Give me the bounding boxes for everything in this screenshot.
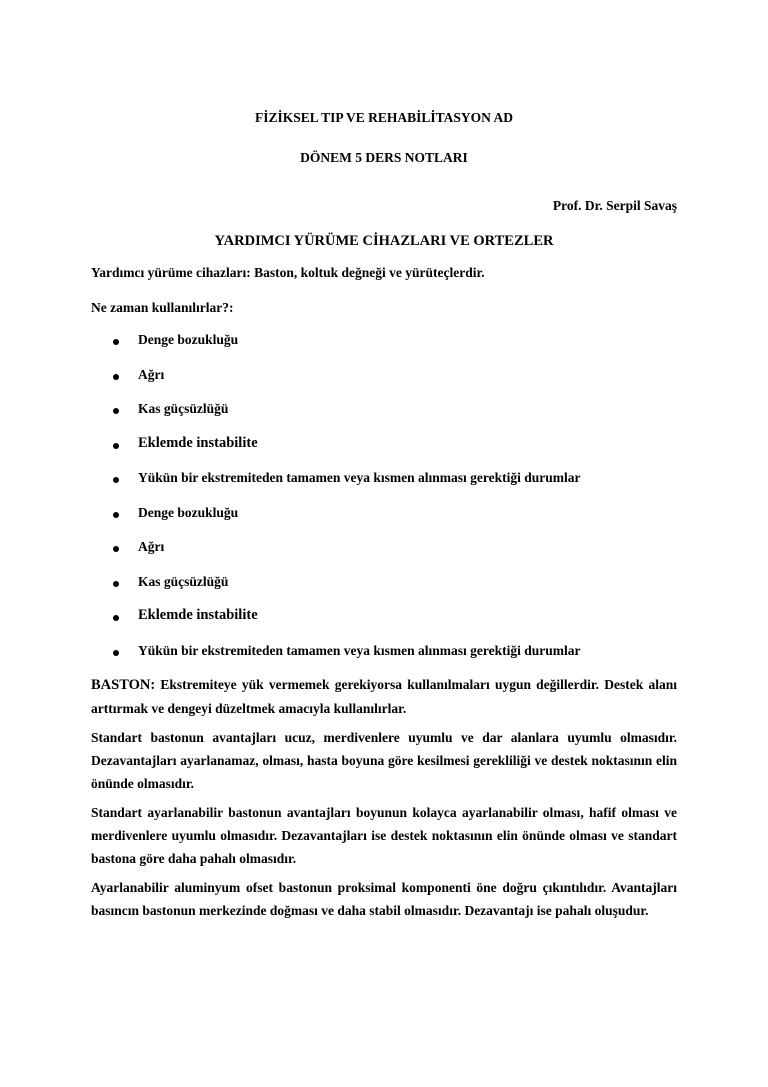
bullet-dot <box>113 546 119 552</box>
author-name: Prof. Dr. Serpil Savaş <box>552 198 677 213</box>
bullet-dot <box>113 477 119 483</box>
paragraph-adjustable-cane: Standart ayarlanabilir bastonun avantajları boyunun kolayca ayarlanabilir olması, hafif olması ve merdivenlere uyumlu olmasıdır. Dezavantajları ise destek noktasının elin önünde olması ve standart bastona göre daha pahalı olmasıdır. <box>91 805 677 866</box>
list-item: Ağrı <box>138 367 165 382</box>
bullet-dot <box>113 408 119 414</box>
paragraph-standard-cane: Standart bastonun avantajları ucuz, merdivenlere uyumlu ve dar alanlara uyumlu olmasıdır. Dezavantajları ayarlanamaz, olması, hasta boyuna göre kesilmesi gerekliliği ve destek noktasının elin önünde olmasıdır. <box>91 730 677 791</box>
list-item: Kas güçsüzlüğü <box>138 574 229 589</box>
bullet-dot <box>113 615 119 621</box>
bullet-dot <box>113 339 119 345</box>
list-item: Kas güçsüzlüğü <box>138 401 229 416</box>
bullet-dot <box>113 512 119 518</box>
course-header: DÖNEM 5 DERS NOTLARI <box>300 150 468 165</box>
page-title: YARDIMCI YÜRÜME CİHAZLARI VE ORTEZLER <box>214 233 554 249</box>
list-item: Yükün bir ekstremiteden tamamen veya kısmen alınması gerektiği durumlar <box>138 643 581 658</box>
list-item: Denge bozukluğu <box>138 332 239 347</box>
list-item: Yükün bir ekstremiteden tamamen veya kısmen alınması gerektiği durumlar <box>138 470 581 485</box>
bullet-dot <box>113 374 119 380</box>
bullet-dot <box>113 443 119 449</box>
list-item: Denge bozukluğu <box>138 505 239 520</box>
intro-line: Yardımcı yürüme cihazları: Baston, koltuk değneği ve yürüteçlerdir. <box>91 265 485 280</box>
baston-label: BASTON: <box>91 677 156 693</box>
list-item: Eklemde instabilite <box>138 607 258 623</box>
question-line: Ne zaman kullanılırlar?: <box>91 300 234 315</box>
baston-paragraph <box>91 673 677 720</box>
department-header: FİZİKSEL TIP VE REHABİLİTASYON AD <box>254 110 514 125</box>
list-item: Eklemde instabilite <box>138 435 258 451</box>
list-item: Ağrı <box>138 539 165 554</box>
bullet-dot <box>113 581 119 587</box>
baston-text: Ekstremiteye yük vermemek gerekiyorsa kullanılmaları uygun değillerdir. Destek alanı arttırmak ve dengeyi düzeltmek amacıyla kullanılırlar. <box>91 677 677 716</box>
bullet-dot <box>113 650 119 656</box>
paragraph-offset-cane: Ayarlanabilir aluminyum ofset bastonun proksimal komponenti öne doğru çıkıntılıdır. Avantajları basıncın bastonun merkezinde doğması ve daha stabil olmasıdır. Dezavantajı ise pahalı oluşudur. <box>91 880 677 918</box>
